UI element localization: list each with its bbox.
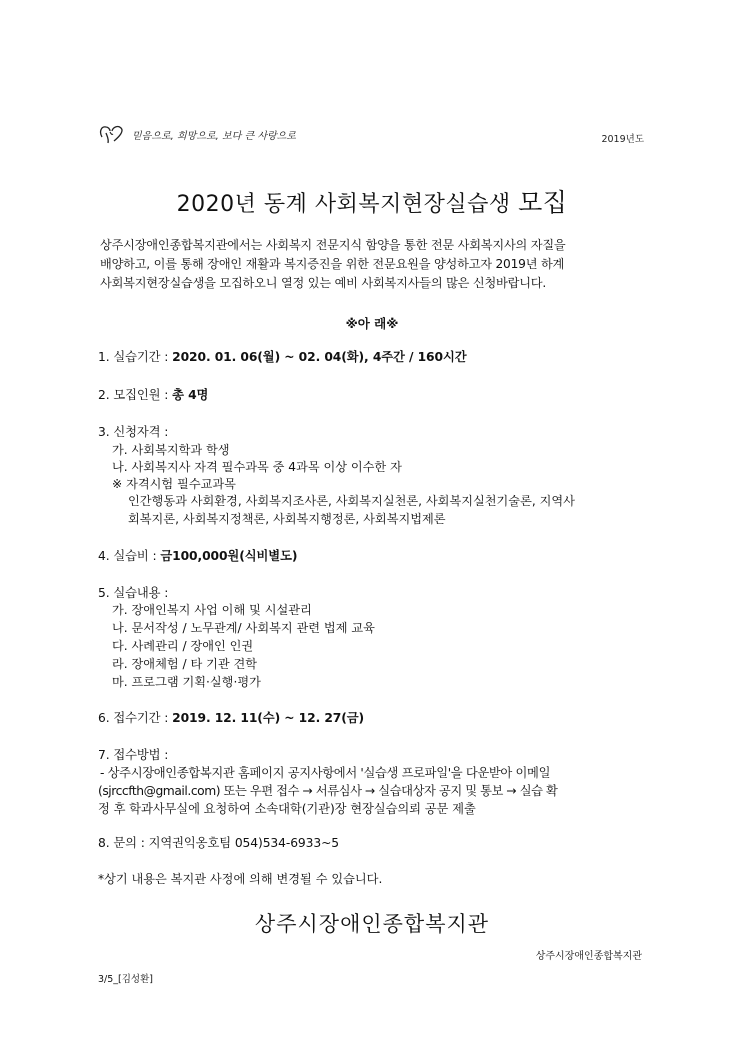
- page-title: [0, 183, 744, 219]
- section-value: 2020. 01. 06(월) ~ 02. 04(화), 4주간 / 160시간: [172, 350, 467, 364]
- section-eligibility: 3. 신청자격 :: [98, 425, 169, 439]
- intro-line: 사회복지현장실습생을 모집하오니 열정 있는 예비 사회복지사들의 많은 신청바랍니다.: [100, 276, 547, 290]
- section-value: 2019. 12. 11(수) ~ 12. 27(금): [172, 711, 365, 725]
- organization-signature: 상주시장애인종합복지관: [535, 951, 642, 962]
- section-value: 지역권익옹호팀 054)534-6933~5: [148, 836, 340, 850]
- section-content: 5. 실습내용 :: [98, 586, 169, 600]
- section-value: 총 4명: [172, 388, 209, 402]
- notice-heading: ※아 래※: [345, 316, 399, 331]
- method-line: (sjrccfth@gmail.com) 또는 우편 접수 → 서류심사 → 실습대상자 공지 및 통보 → 실습 확: [98, 784, 558, 798]
- title-emphasis: 모집: [518, 188, 568, 217]
- intro-line: 상주시장애인종합복지관에서는 사회복지 전문지식 함양을 통한 전문 사회복지사의 자질을: [100, 238, 566, 252]
- section-label: 4. 실습비 :: [98, 549, 161, 563]
- list-item: 다. 사례관리 / 장애인 인권: [112, 639, 254, 653]
- intro-paragraph: [100, 236, 648, 293]
- section-label: 8. 문의 :: [98, 836, 149, 850]
- list-item: 나. 문서작성 / 노무관계/ 사회복지 관련 법제 교육: [112, 621, 375, 635]
- title-main: 2020년 동계 사회복지현장실습생: [176, 192, 511, 217]
- document-year: 2019년도: [601, 134, 644, 145]
- section-application-method: 7. 접수방법 :: [98, 748, 169, 762]
- list-item: 라. 장애체험 / 타 기관 견학: [112, 657, 258, 671]
- section-recruits: [98, 386, 208, 405]
- change-notice: *상기 내용은 복지관 사정에 의해 변경될 수 있습니다.: [98, 872, 383, 886]
- section-period: [98, 348, 467, 367]
- courses-line: 인간행동과 사회환경, 사회복지조사론, 사회복지실천론, 사회복지실천기술론, 지역사: [128, 494, 575, 508]
- section-label: 2. 모집인원 :: [98, 388, 173, 402]
- list-item: 나. 사회복지사 자격 필수과목 중 4과목 이상 이수한 자: [112, 460, 402, 474]
- list-item: 가. 장애인복지 사업 이해 및 시설관리: [112, 603, 312, 617]
- section-application-period: [98, 709, 364, 728]
- list-item: 가. 사회복지학과 학생: [112, 443, 230, 457]
- list-item: ※ 자격시험 필수교과목: [112, 477, 236, 491]
- intro-line: 배양하고, 이를 통해 장애인 재활과 복지증진을 위한 전문요원을 양성하고자 2019년 하계: [100, 257, 565, 271]
- organization-name: 상주시장애인종합복지관: [254, 912, 490, 936]
- method-line: 정 후 학과사무실에 요청하여 소속대학(기관)장 현장실습의뢰 공문 제출: [98, 802, 476, 816]
- method-line: - 상주시장애인종합복지관 홈페이지 공지사항에서 '실습생 프로파일'을 다운받아 이메일: [100, 766, 551, 780]
- section-label: 1. 실습기간 :: [98, 350, 173, 364]
- section-label: 6. 접수기간 :: [98, 711, 173, 725]
- page-code: 3/5_[김성환]: [98, 974, 153, 985]
- section-contact: [98, 834, 339, 853]
- section-value: 금100,000원(식비별도): [160, 549, 298, 563]
- courses-line: 회복지론, 사회복지정책론, 사회복지행정론, 사회복지법제론: [128, 512, 446, 526]
- heart-doodle-icon: [98, 123, 126, 145]
- slogan: 믿음으로, 희망으로, 보다 큰 사랑으로: [132, 131, 296, 142]
- section-fee: [98, 547, 297, 566]
- list-item: 마. 프로그램 기획·실행·평가: [112, 675, 261, 689]
